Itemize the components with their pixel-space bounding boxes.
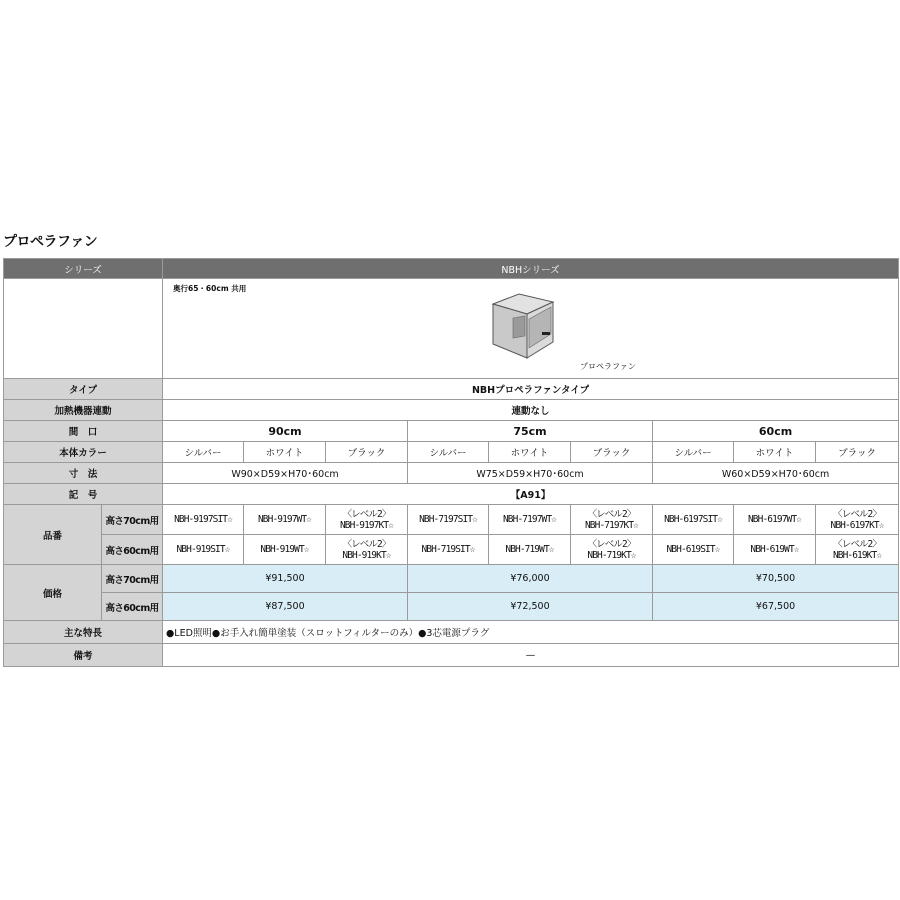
price-label: 価格 [4, 565, 102, 621]
color-cell: シルバー [163, 442, 244, 463]
size-label: 寸 法 [4, 463, 163, 484]
image-label-cell [4, 279, 163, 379]
series-row [4, 259, 899, 279]
depth-note: 奥行65・60cm 共用 [173, 284, 247, 293]
color-cell: ブラック [816, 442, 899, 463]
size-75: W75×D59×H70･60cm [408, 463, 653, 484]
price-row-h60 [4, 593, 899, 621]
price-h60-label: 高さ60cm用 [102, 593, 163, 621]
model-label: 品番 [4, 505, 102, 565]
model-row-h70 [4, 505, 899, 535]
symbol-value: 【A91】 [163, 484, 899, 505]
size-row [4, 463, 899, 484]
color-cell: ホワイト [489, 442, 571, 463]
level-note: 〈レベル2〉 [587, 538, 636, 550]
model-cell: NBH-7197SIT☆ [408, 505, 489, 535]
price-row-h70 [4, 565, 899, 593]
color-cell: シルバー [653, 442, 734, 463]
color-row [4, 442, 899, 463]
level-note: 〈レベル2〉 [342, 508, 391, 520]
price-75-h60: ¥72,500 [408, 593, 653, 621]
model-cell [571, 505, 653, 535]
page-title: プロペラファン [3, 234, 98, 250]
image-row [4, 279, 899, 379]
model-cell [816, 535, 899, 565]
size-90: W90×D59×H70･60cm [163, 463, 408, 484]
color-cell: ホワイト [244, 442, 326, 463]
range-hood-illustration-icon [489, 292, 559, 362]
series-label: シリーズ [4, 259, 163, 279]
features-row [4, 621, 899, 644]
level-note: 〈レベル2〉 [342, 538, 391, 550]
remarks-row [4, 644, 899, 667]
model-code: NBH-619KT☆ [832, 549, 882, 561]
model-code: NBH-7197KT☆ [584, 519, 638, 531]
model-h60-label: 高さ60cm用 [102, 535, 163, 565]
type-label: タイプ [4, 379, 163, 400]
model-code: NBH-9197KT☆ [339, 519, 393, 531]
model-cell: NBH-919SIT☆ [163, 535, 244, 565]
color-cell: ホワイト [734, 442, 816, 463]
width-75: 75cm [408, 421, 653, 442]
color-cell: シルバー [408, 442, 489, 463]
width-60: 60cm [653, 421, 899, 442]
price-60-h60: ¥67,500 [653, 593, 899, 621]
model-code: NBH-919KT☆ [342, 549, 391, 561]
model-cell [816, 505, 899, 535]
series-value: NBHシリーズ [163, 259, 899, 279]
model-code: NBH-6197KT☆ [830, 519, 884, 531]
model-cell [326, 535, 408, 565]
model-cell: NBH-6197SIT☆ [653, 505, 734, 535]
model-cell: NBH-619WT☆ [734, 535, 816, 565]
heating-row [4, 400, 899, 421]
model-h70-label: 高さ70cm用 [102, 505, 163, 535]
model-cell: NBH-7197WT☆ [489, 505, 571, 535]
price-90-h70: ¥91,500 [163, 565, 408, 593]
size-60: W60×D59×H70･60cm [653, 463, 899, 484]
heating-value: 連動なし [163, 400, 899, 421]
color-label: 本体カラー [4, 442, 163, 463]
heating-label: 加熱機器連動 [4, 400, 163, 421]
type-row [4, 379, 899, 400]
level-note: 〈レベル2〉 [833, 538, 881, 550]
spec-table [3, 258, 899, 667]
model-cell: NBH-9197WT☆ [244, 505, 326, 535]
width-label: 間 口 [4, 421, 163, 442]
level-note: 〈レベル2〉 [833, 508, 881, 520]
symbol-row [4, 484, 899, 505]
width-row [4, 421, 899, 442]
color-cell: ブラック [571, 442, 653, 463]
image-cell [163, 279, 899, 379]
model-cell [571, 535, 653, 565]
price-90-h60: ¥87,500 [163, 593, 408, 621]
model-row-h60 [4, 535, 899, 565]
type-value: NBHプロペラファンタイプ [163, 379, 899, 400]
model-cell: NBH-619SIT☆ [653, 535, 734, 565]
model-code: NBH-719KT☆ [587, 549, 636, 561]
symbol-label: 記 号 [4, 484, 163, 505]
price-75-h70: ¥76,000 [408, 565, 653, 593]
model-cell: NBH-9197SIT☆ [163, 505, 244, 535]
price-60-h70: ¥70,500 [653, 565, 899, 593]
features-value: ●LED照明●お手入れ簡単塗装（スロットフィルターのみ）●3芯電源プラグ [163, 621, 899, 644]
width-90: 90cm [163, 421, 408, 442]
remarks-label: 備考 [4, 644, 163, 667]
model-cell: NBH-719WT☆ [489, 535, 571, 565]
image-caption: プロペラファン [580, 362, 636, 371]
price-h70-label: 高さ70cm用 [102, 565, 163, 593]
model-cell [326, 505, 408, 535]
color-cell: ブラック [326, 442, 408, 463]
model-cell: NBH-719SIT☆ [408, 535, 489, 565]
features-label: 主な特長 [4, 621, 163, 644]
model-cell: NBH-6197WT☆ [734, 505, 816, 535]
model-cell: NBH-919WT☆ [244, 535, 326, 565]
remarks-value: — [163, 644, 899, 667]
level-note: 〈レベル2〉 [587, 508, 636, 520]
